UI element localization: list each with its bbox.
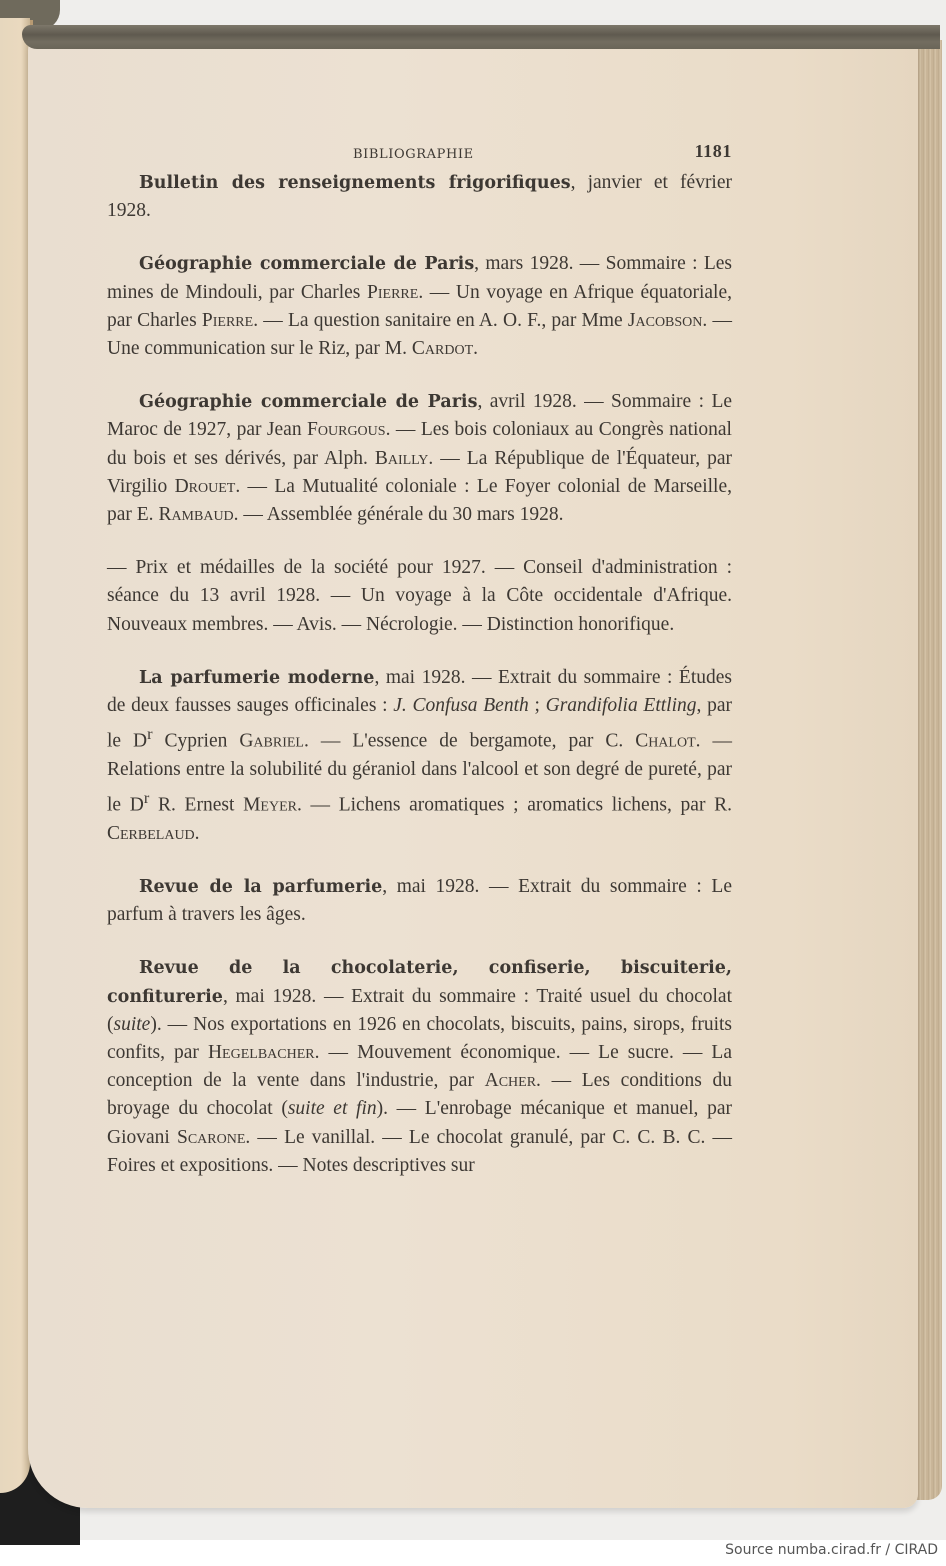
author-name: Acher bbox=[484, 1070, 537, 1092]
journal-title: Revue de la chocolaterie, confiserie, biscuiterie, confiturerie bbox=[107, 958, 732, 1007]
journal-title: Géographie commerciale de Paris bbox=[139, 392, 478, 413]
author-name: Pierre bbox=[367, 281, 419, 303]
bibliography-entry: Géographie commerciale de Paris, avril 1928. — Sommaire : Le Maroc de 1927, par Jean Fourgous. — Les bois coloniaux au Congrès national du bois et ses dérivés, par Alph. Bailly. — La République de l'Équateur, par Virgilio Drouet. — La Mutualité coloniale : Le Foyer colonial de Marseille, par E. Rambaud. — Assemblée générale du 30 mars 1928. bbox=[107, 391, 733, 526]
running-head-title: BIBLIOGRAPHIE bbox=[353, 147, 474, 162]
bibliography-entry: La parfumerie moderne, mai 1928. — Extrait du sommaire : Études de deux fausses sauges officinales : J. Confusa Benth ; Grandifolia Ettling, par le $D^r$ Cyprien Gabriel. — L'essence de bergamote, par C. Chalot. — Relations entre la solubilité du géraniol dans l'alcool et son degré de pureté, par le $D^r$ R. Ernest Meyer. — Lichens aromatiques ; aromatics lichens, par R. Cerbelaud. bbox=[107, 666, 733, 844]
author-name: Hegelbacher bbox=[207, 1042, 315, 1064]
page-number: 1181 bbox=[694, 141, 732, 161]
author-name: Jacobson bbox=[627, 309, 703, 331]
author-name: Drouet bbox=[174, 475, 236, 497]
author-name: Rambaud bbox=[158, 504, 234, 526]
page-text bbox=[107, 135, 732, 1205]
author-name: Fourgous bbox=[307, 419, 386, 441]
journal-title: Géographie commerciale de Paris bbox=[139, 254, 475, 275]
page-top-edge bbox=[22, 25, 940, 49]
bibliography-entry-continuation: — Prix et médailles de la société pour 1927. — Conseil d'administration : séance du 13 avril 1928. — Un voyage à la Côte occidentale d'Afrique. Nouveaux membres. — Avis. — Nécrologie. — Distinction honorifique. bbox=[107, 557, 732, 635]
species-name: J. Confusa Benth bbox=[393, 695, 529, 717]
bibliography-entry: Géographie commerciale de Paris, mars 1928. — Sommaire : Les mines de Mindouli, par Charles Pierre. — Un voyage en Afrique équatoriale, par Charles Pierre. — La question sanitaire en A. O. F., par Mme Jacobson. — Une communication sur le Riz, par M. Cardot. bbox=[107, 253, 733, 360]
author-name: Chalot bbox=[635, 730, 696, 752]
author-name: Cardot bbox=[411, 338, 474, 360]
source-credit: Source numba.cirad.fr / CIRAD bbox=[725, 1542, 938, 1558]
author-name: Meyer bbox=[243, 794, 297, 816]
author-name: Gabriel bbox=[239, 730, 304, 752]
author-name: Cerbelaud bbox=[107, 822, 195, 844]
left-page-edge bbox=[0, 18, 30, 1493]
author-name: Bailly bbox=[374, 447, 429, 469]
author-name: Scarone bbox=[176, 1126, 246, 1148]
author-name: Pierre bbox=[201, 309, 254, 331]
bibliography-entry: Bulletin des renseignements frigorifiques, janvier et février 1928. bbox=[107, 172, 732, 222]
journal-title: Revue de la parfumerie bbox=[139, 877, 383, 898]
species-name: Grandifolia Ettling bbox=[545, 695, 697, 717]
running-head bbox=[107, 135, 732, 169]
journal-title: La parfumerie moderne bbox=[139, 667, 375, 688]
bibliography-entry: Revue de la chocolaterie, confiserie, biscuiterie, confiturerie, mai 1928. — Extrait du sommaire : Traité usuel du chocolat (suite). — Nos exportations en 1926 en chocolats, biscuits, pains, sirops, fruits confits, par Hegelbacher. — Mouvement économique. — Le sucre. — La conception de la vente dans l'industrie, par Acher. — Les conditions du broyage du chocolat (suite et fin). — L'enrobage mécanique et manuel, par Giovani Scarone. — Le vanillal. — Le chocolat granulé, par C. C. B. C. — Foires et expositions. — Notes descriptives sur bbox=[107, 958, 733, 1176]
bibliography-entry: Revue de la parfumerie, mai 1928. — Extrait du sommaire : Le parfum à travers les âges. bbox=[107, 876, 732, 926]
journal-title: Bulletin des renseignements frigorifiques bbox=[139, 173, 571, 193]
